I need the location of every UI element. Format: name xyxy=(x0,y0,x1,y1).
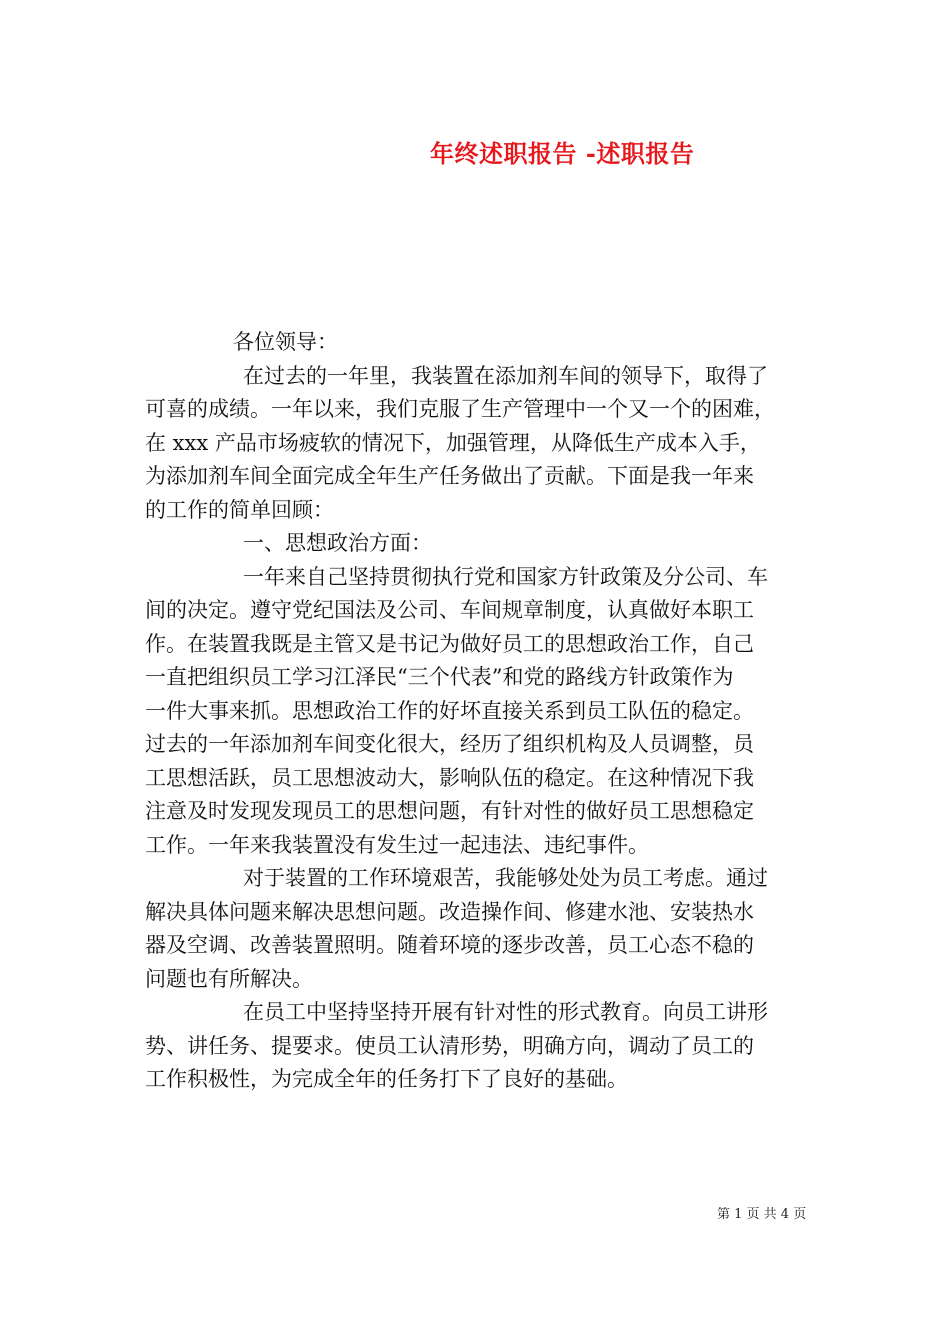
paragraph-line: 解决具体问题来解决思想问题。改造操作间、修建水池、安装热水 xyxy=(145,899,754,924)
paragraph-line: 在 xxx 产品市场疲软的情况下，加强管理，从降低生产成本入手， xyxy=(145,430,761,455)
salutation: 各位领导： xyxy=(233,330,338,354)
paragraph-line: 工作积极性，为完成全年的任务打下了良好的基础。 xyxy=(145,1067,628,1091)
document-title: 年终述职报告 -述职报告 xyxy=(430,139,695,168)
page-number-footer: 第 1 页 共 4 页 xyxy=(717,1207,807,1222)
paragraph-line: 问题也有所解决。 xyxy=(145,966,313,991)
paragraph-line: 间的决定。遵守党纪国法及公司、车间规章制度，认真做好本职工 xyxy=(145,598,754,622)
paragraph-line: 注意及时发现发现员工的思想问题，有针对性的做好员工思想稳定 xyxy=(145,799,754,823)
paragraph-line: 一年来自己坚持贯彻执行党和国家方针政策及分公司、车 xyxy=(243,564,768,589)
document-body xyxy=(145,326,807,1097)
paragraph-line: 为添加剂车间全面完成全年生产任务做出了贡献。下面是我一年来 xyxy=(145,464,754,488)
paragraph-line: 在员工中坚持坚持开展有针对性的形式教育。向员工讲形 xyxy=(243,1000,768,1024)
paragraph-line: 可喜的成绩。一年以来，我们克服了生产管理中一个又一个的困难， xyxy=(145,397,775,421)
paragraph-line: 势、讲任务、提要求。使员工认清形势，明确方向，调动了员工的 xyxy=(145,1033,754,1058)
paragraph-line: 对于装置的工作环境艰苦，我能够处处为员工考虑。通过 xyxy=(243,866,768,890)
paragraph-line: 的工作的简单回顾： xyxy=(145,497,334,522)
paragraph-line: 作。在装置我既是主管又是书记为做好员工的思想政治工作，自己 xyxy=(145,631,754,656)
section-heading: 一、思想政治方面： xyxy=(243,531,432,555)
paragraph-line: 工作。一年来我装置没有发生过一起违法、违纪事件。 xyxy=(145,832,649,857)
paragraph-line: 在过去的一年里，我装置在添加剂车间的领导下，取得了 xyxy=(243,363,768,388)
paragraph-line: 一件大事来抓。思想政治工作的好坏直接关系到员工队伍的稳定。 xyxy=(145,698,754,723)
paragraph-line: 一直把组织员工学习江泽民“三个代表”和党的路线方针政策作为 xyxy=(145,665,734,689)
paragraph-line: 工思想活跃，员工思想波动大，影响队伍的稳定。在这种情况下我 xyxy=(145,765,754,790)
paragraph-line: 器及空调、改善装置照明。随着环境的逐步改善，员工心态不稳的 xyxy=(145,933,754,957)
paragraph-line: 过去的一年添加剂车间变化很大，经历了组织机构及人员调整，员 xyxy=(145,732,754,756)
